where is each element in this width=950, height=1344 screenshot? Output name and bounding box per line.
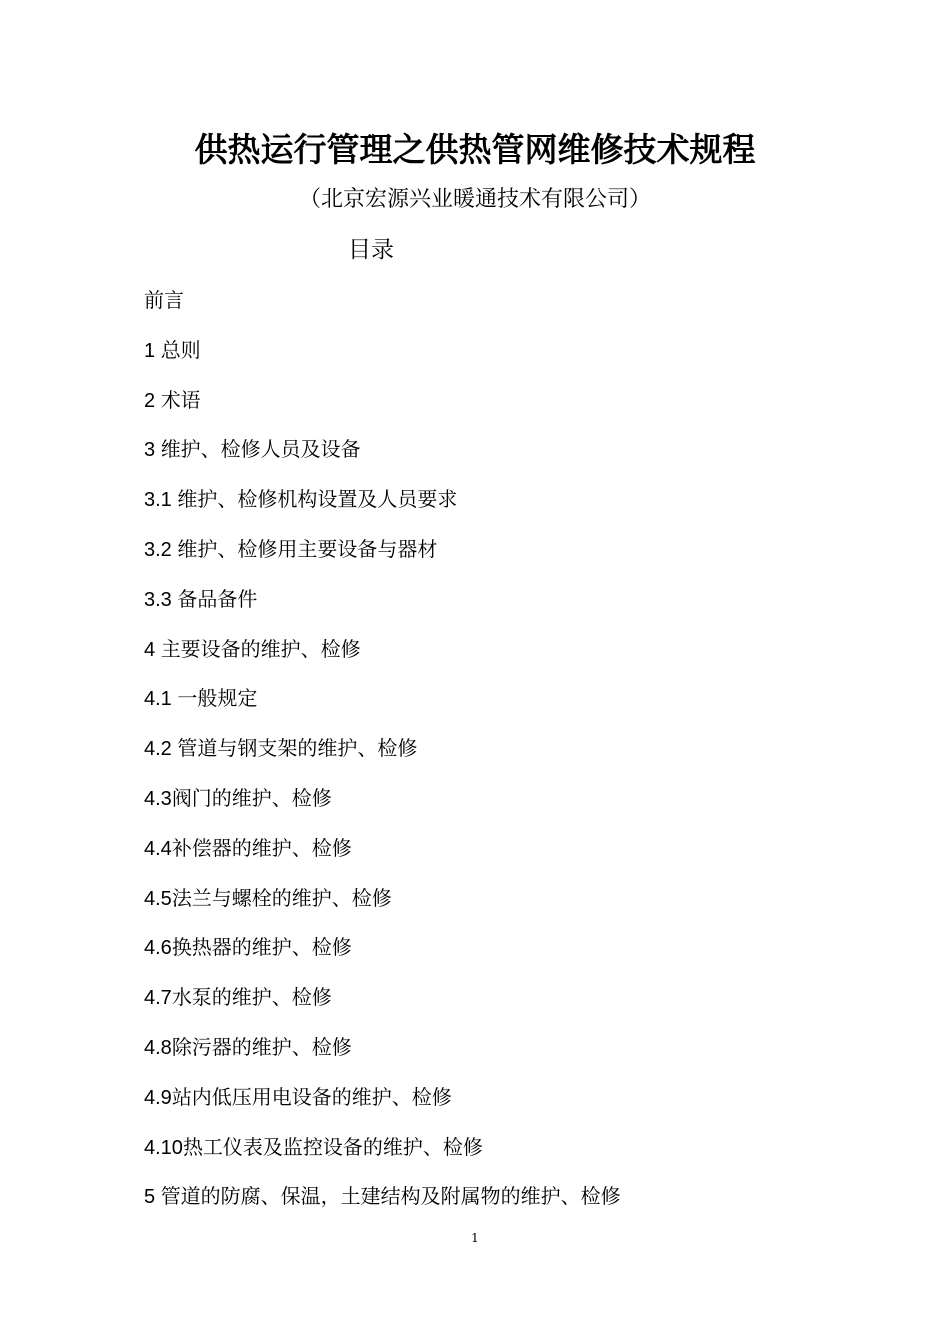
toc-item — [144, 333, 864, 383]
toc-item-number: 4.10 — [144, 1136, 183, 1159]
toc-item — [144, 831, 864, 881]
toc-item-text: 除污器的维护、检修 — [171, 1034, 352, 1059]
toc-item-number: 1 — [144, 339, 161, 362]
toc-item-text: 阀门的维护、检修 — [171, 785, 332, 810]
toc-item-number: 4 — [144, 638, 161, 661]
toc-item-text: 管道与钢支架的维护、检修 — [177, 736, 418, 761]
toc-item — [144, 881, 864, 931]
toc-item — [144, 980, 864, 1030]
toc-item-text: 总则 — [160, 337, 201, 362]
toc-item-number: 3.3 — [144, 588, 178, 611]
toc-item-text: 前言 — [144, 288, 184, 312]
toc-item-number: 4.3 — [144, 787, 172, 810]
toc-item-number: 4.7 — [144, 987, 172, 1010]
toc-item — [144, 532, 864, 582]
toc-item — [144, 482, 864, 532]
toc-item — [144, 283, 864, 333]
toc-item-number: 5 — [144, 1186, 161, 1209]
toc-item-number: 4.5 — [144, 887, 172, 910]
toc-heading: 目录 — [348, 237, 394, 263]
toc-item-text: 热工仪表及监控设备的维护、检修 — [182, 1134, 483, 1159]
toc-item — [144, 1179, 864, 1229]
toc-item — [144, 1030, 864, 1080]
toc-item-text: 换热器的维护、检修 — [171, 935, 352, 960]
toc-item-number: 4.6 — [144, 937, 172, 960]
toc-item-text: 法兰与螺栓的维护、检修 — [171, 885, 392, 910]
toc-item-text: 一般规定 — [177, 686, 258, 711]
toc-item-text: 备品备件 — [177, 586, 258, 611]
toc-item-number: 3.1 — [144, 489, 178, 512]
toc-item-number: 3 — [144, 439, 161, 462]
toc-item — [144, 432, 864, 482]
toc-item — [144, 383, 864, 433]
document-subtitle: （北京宏源兴业暖通技术有限公司） — [298, 187, 651, 212]
toc-item-text: 主要设备的维护、检修 — [160, 636, 361, 661]
toc-item-text: 维护、检修用主要设备与器材 — [177, 536, 438, 561]
toc-item-number: 4.2 — [144, 738, 178, 761]
toc-item-text: 管道的防腐、保温，土建结构及附属物的维护、检修 — [160, 1184, 621, 1209]
page-number: 1 — [471, 1231, 479, 1245]
toc-item-number: 4.1 — [144, 688, 178, 711]
toc-item — [144, 781, 864, 831]
toc-item — [144, 1130, 864, 1180]
toc-item — [144, 582, 864, 632]
toc-item-text: 站内低压用电设备的维护、检修 — [171, 1084, 452, 1109]
toc-item — [144, 930, 864, 980]
toc-item — [144, 632, 864, 682]
toc-item-text: 水泵的维护、检修 — [171, 985, 332, 1010]
toc-item-number: 4.9 — [144, 1086, 172, 1109]
toc-item — [144, 681, 864, 731]
toc-item-text: 术语 — [160, 387, 201, 412]
toc-item — [144, 1080, 864, 1130]
document-title: 供热运行管理之供热管网维修技术规程 — [194, 130, 756, 169]
toc-item-number: 3.2 — [144, 538, 178, 561]
toc-item-text: 维护、检修机构设置及人员要求 — [177, 487, 458, 512]
toc-item-number: 4.8 — [144, 1036, 172, 1059]
toc-item-text: 维护、检修人员及设备 — [160, 437, 361, 462]
toc-item-text: 补偿器的维护、检修 — [171, 835, 352, 860]
toc-item — [144, 731, 864, 781]
toc-item-number: 2 — [144, 389, 161, 412]
table-of-contents — [144, 283, 864, 1229]
toc-item-number: 4.4 — [144, 837, 172, 860]
